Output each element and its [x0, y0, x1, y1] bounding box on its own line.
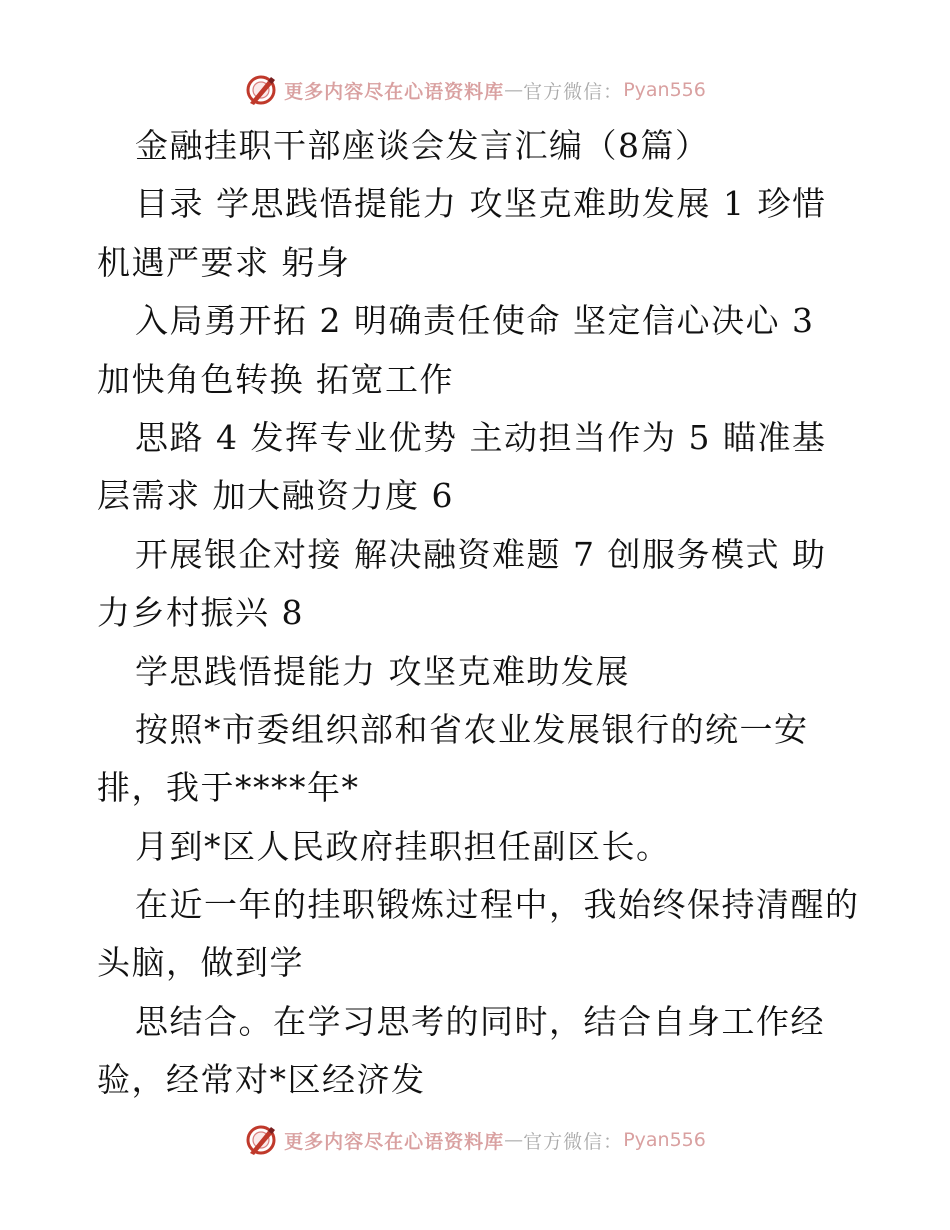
document-line: 思路 4 发挥专业优势 主动担当作为 5 瞄准基	[135, 417, 827, 457]
watermark-official-label: 官方微信：	[523, 1130, 624, 1153]
document-line: 入局勇开拓 2 明确责任使命 坚定信心决心 3	[135, 301, 815, 341]
header-watermark	[0, 70, 950, 110]
pen-seal-logo-icon	[244, 73, 278, 107]
document-line: 思结合。在学习思考的同时，结合自身工作经	[135, 1001, 825, 1041]
watermark-text: 更多内容尽在心语资料库	[284, 80, 505, 103]
watermark-wechat-id: Pyan556	[623, 1129, 706, 1151]
document-line: 在近一年的挂职锻炼过程中，我始终保持清醒的	[135, 885, 860, 925]
document-line: 金融挂职干部座谈会发言汇编（8篇）	[135, 126, 710, 165]
document-line: 排，我于****年*	[97, 768, 360, 808]
pen-seal-logo-icon	[244, 1123, 278, 1157]
watermark-dash: —	[504, 79, 524, 101]
footer-watermark	[0, 1120, 950, 1160]
document-line: 力乡村振兴 8	[97, 593, 304, 633]
watermark-wechat-id: Pyan556	[623, 79, 706, 101]
watermark-text: 更多内容尽在心语资料库	[284, 1130, 505, 1153]
document-line: 开展银企对接 解决融资难题 7 创服务模式 助	[135, 534, 827, 574]
watermark-official-label: 官方微信：	[523, 80, 624, 103]
document-line: 按照*市委组织部和省农业发展银行的统一安	[135, 709, 809, 749]
watermark-dash: —	[504, 1129, 524, 1151]
document-line: 头脑，做到学	[97, 943, 304, 983]
document-line: 月到*区人民政府挂职担任副区长。	[135, 826, 671, 866]
document-line: 学思践悟提能力 攻坚克难助发展	[135, 651, 630, 691]
document-line: 加快角色转换 拓宽工作	[97, 359, 454, 399]
document-line: 机遇严要求 躬身	[97, 242, 351, 282]
document-line: 验，经常对*区经济发	[97, 1060, 426, 1100]
document-line: 层需求 加大融资力度 6	[97, 476, 454, 516]
document-line: 目录 学思践悟提能力 攻坚克难助发展 1 珍惜	[135, 184, 827, 224]
document-body	[97, 117, 860, 1110]
